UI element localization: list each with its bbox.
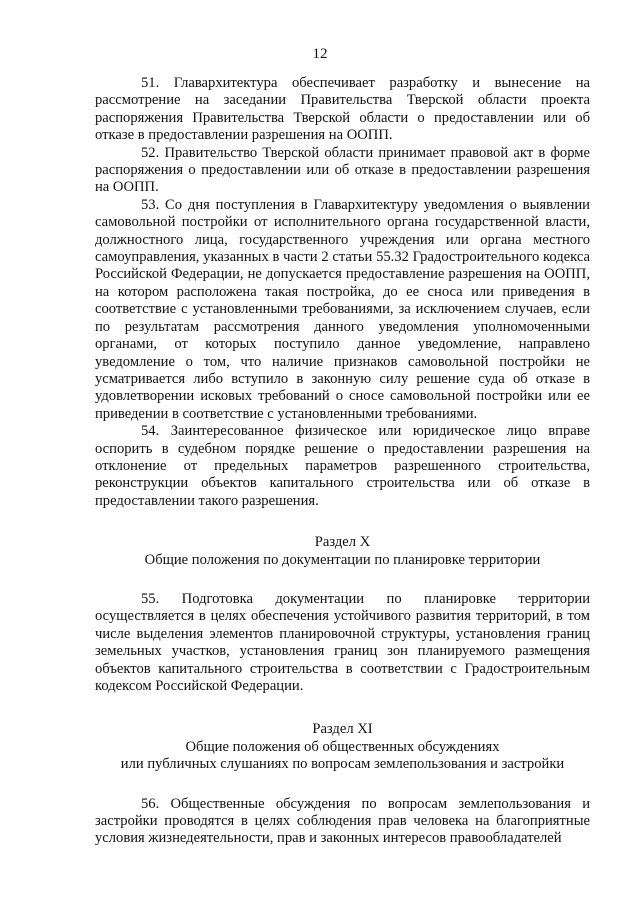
spacer [95,569,590,591]
spacer [95,774,590,796]
section-x-title: Общие положения по документации по планировке территории [144,551,541,568]
paragraph-55: 55. Подготовка документации по планировке территории осуществляется в целях обеспечения устойчивого развития территорий, в том числе выделения элементов планировочной структуры, установления границ земельных участков, установления границ зон планируемого размещения объектов капитального строительства в соответствии с Градостроительным кодексом Российской Федерации. [95,590,590,694]
paragraph-56: 56. Общественные обсуждения по вопросам землепользования и застройки проводятся в целях соблюдения прав человека на благоприятные условия жизнедеятельности, прав и законных интересов правообладателей [95,795,590,847]
section-xi-heading [95,721,590,773]
section-xi-title-line2: или публичных слушаниях по вопросам землепользования и застройки [120,756,565,773]
section-xi-label: Раздел XI [312,721,373,738]
paragraph-54: 54. Заинтересованное физическое или юридическое лицо вправе оспорить в судебном порядке решение о предоставлении разрешения на отклонение от предельных параметров разрешенного строительства, реконструкции объектов капитального строительства или об отказе в предоставлении такого разрешения. [95,423,590,509]
section-xi-title-line1: Общие положения об общественных обсуждениях [185,738,500,755]
paragraph-53: 53. Со дня поступления в Главархитектуру уведомления о выявлении самовольной постройки от исполнительного органа государственной власти, должностного лица, государственного учреждения или органа местного самоуправления, указанных в части 2 статьи 55.32 Градостроительного кодекса Российской Федерации, не допускается предоставление разрешения на ООПП, на котором расположена такая постройка, до ее сноса или приведения в соответствие с установленными требованиями, за исключением случаев, если по результатам рассмотрения данного уведомления уполномоченными органами, от которых поступило данное уведомление, направлено уведомление о том, что наличие признаков самовольной постройки не усматривается либо вступило в законную силу решение суда об отказе в удовлетворении исковых требований о сносе самовольной постройки или ее приведении в соответствие с установленными требованиями. [95,196,590,422]
document-body [95,75,590,848]
section-x-heading [95,534,590,569]
paragraph-51: 51. Главархитектура обеспечивает разработку и вынесение на рассмотрение на заседании Правительства Тверской области проекта распоряжения Правительства Тверской области о предоставлении или об отказе в предоставлении разрешения на ООПП. [95,75,590,144]
page-number: 12 [312,46,328,62]
paragraph-52: 52. Правительство Тверской области принимает правовой акт в форме распоряжения о предоставлении или об отказе в предоставлении разрешения на ООПП. [95,144,590,196]
section-x-label: Раздел X [314,534,371,551]
